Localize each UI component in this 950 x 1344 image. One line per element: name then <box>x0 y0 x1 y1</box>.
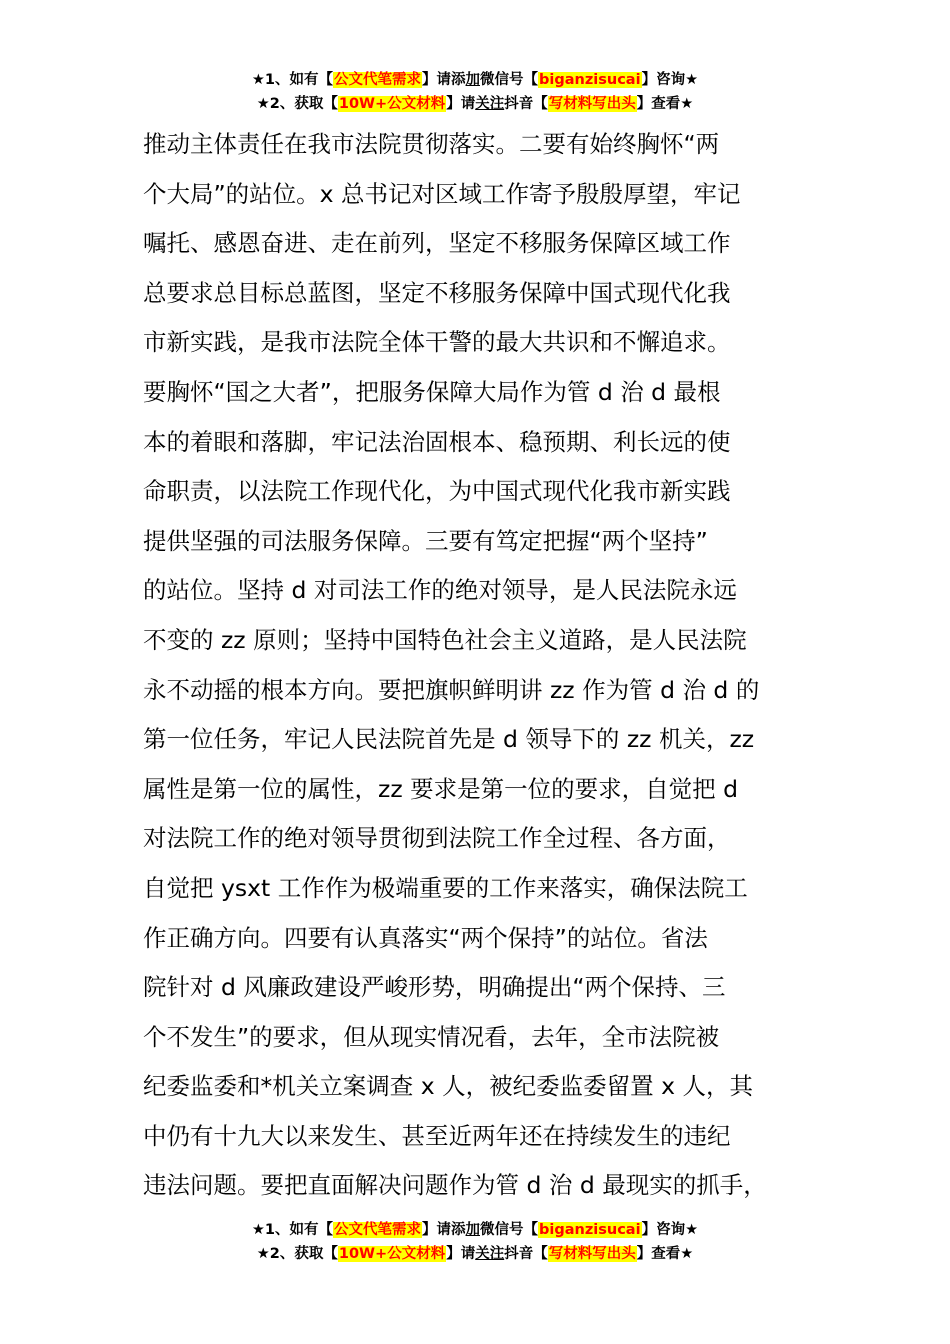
banner-underlined: 关注 <box>475 1246 505 1262</box>
text-line: 不变的 zz 原则；坚持中国特色社会主义道路，是人民法院 <box>143 625 747 654</box>
banner-text: 微信号【 <box>480 1222 539 1238</box>
banner-text: 】咨询★ <box>641 1222 699 1238</box>
banner-text: 】请 <box>446 96 476 112</box>
header-banner-line-1 <box>0 68 950 92</box>
banner-text: 微信号【 <box>480 72 539 88</box>
banner-text: ★1、如有【 <box>251 1222 334 1238</box>
banner-highlight: 10W+公文材料 <box>338 1246 446 1262</box>
banner-text: 】查看★ <box>636 96 694 112</box>
text-line: 提供坚强的司法服务保障。三要有笃定把握“两个坚持” <box>143 526 708 555</box>
banner-underlined: 加 <box>465 1222 481 1238</box>
document-body <box>143 120 813 1211</box>
banner-text: 】查看★ <box>636 1246 694 1262</box>
text-line: 总要求总目标总蓝图，坚定不移服务保障中国式现代化我 <box>143 278 731 307</box>
header-banner-line-2 <box>0 92 950 116</box>
text-line: 推动主体责任在我市法院贯彻落实。二要有始终胸怀“两 <box>143 130 720 158</box>
banner-highlight: biganzisucai <box>539 1222 641 1238</box>
footer-banner <box>0 1218 950 1266</box>
text-line: 个不发生”的要求，但从现实情况看，去年，全市法院被 <box>143 1022 720 1051</box>
banner-highlight: 写材料写出头 <box>548 1246 636 1262</box>
banner-underlined: 加 <box>465 72 481 88</box>
banner-text: 】请添 <box>422 1222 466 1238</box>
text-line: 永不动摇的根本方向。要把旗帜鲜明讲 zz 作为管 d 治 d 的 <box>143 675 760 704</box>
text-line: 违法问题。要把直面解决问题作为管 d 治 d 最现实的抓手， <box>143 1171 767 1200</box>
banner-underlined: 关注 <box>475 96 505 112</box>
banner-highlight: 10W+公文材料 <box>338 96 446 112</box>
banner-text: 抖音【 <box>504 96 548 112</box>
banner-highlight: 写材料写出头 <box>548 96 636 112</box>
banner-highlight: 公文代笔需求 <box>334 72 422 88</box>
footer-banner-line-2 <box>0 1242 950 1266</box>
banner-highlight: biganzisucai <box>539 72 641 88</box>
text-line: 市新实践，是我市法院全体干警的最大共识和不懈追求。 <box>143 328 731 357</box>
banner-text: 抖音【 <box>504 1246 548 1262</box>
text-line: 自觉把 ysxt 工作作为极端重要的工作来落实，确保法院工 <box>143 873 748 902</box>
text-line: 中仍有十九大以来发生、甚至近两年还在持续发生的违纪 <box>143 1121 731 1150</box>
text-line: 院针对 d 风廉政建设严峻形势，明确提出“两个保持、三 <box>143 973 726 1002</box>
text-line: 嘱托、感恩奋进、走在前列，坚定不移服务保障区域工作 <box>143 229 731 258</box>
banner-text: ★2、获取【 <box>256 96 338 112</box>
footer-banner-line-1 <box>0 1218 950 1242</box>
banner-text: ★2、获取【 <box>256 1246 338 1262</box>
text-line: 属性是第一位的属性，zz 要求是第一位的要求，自觉把 d <box>143 774 739 803</box>
header-banner <box>0 68 950 116</box>
text-line: 对法院工作的绝对领导贯彻到法院工作全过程、各方面， <box>143 824 731 853</box>
banner-text: 】请 <box>446 1246 476 1262</box>
banner-text: 】请添 <box>422 72 466 88</box>
text-line: 本的着眼和落脚，牢记法治固根本、稳预期、利长远的使 <box>143 427 731 456</box>
text-line: 个大局”的站位。x 总书记对区域工作寄予殷殷厚望，牢记 <box>143 179 741 208</box>
banner-highlight: 公文代笔需求 <box>334 1222 422 1238</box>
text-line: 第一位任务，牢记人民法院首先是 d 领导下的 zz 机关，zz <box>143 725 755 754</box>
banner-text: ★1、如有【 <box>251 72 334 88</box>
text-line: 作正确方向。四要有认真落实“两个保持”的站位。省法 <box>143 923 708 952</box>
banner-text: 】咨询★ <box>641 72 699 88</box>
text-line: 的站位。坚持 d 对司法工作的绝对领导，是人民法院永远 <box>143 576 737 605</box>
text-line: 命职责，以法院工作现代化，为中国式现代化我市新实践 <box>143 477 731 506</box>
text-line: 要胸怀“国之大者”，把服务保障大局作为管 d 治 d 最根 <box>143 377 721 406</box>
text-line: 纪委监委和*机关立案调查 x 人，被纪委监委留置 x 人，其 <box>143 1072 753 1101</box>
